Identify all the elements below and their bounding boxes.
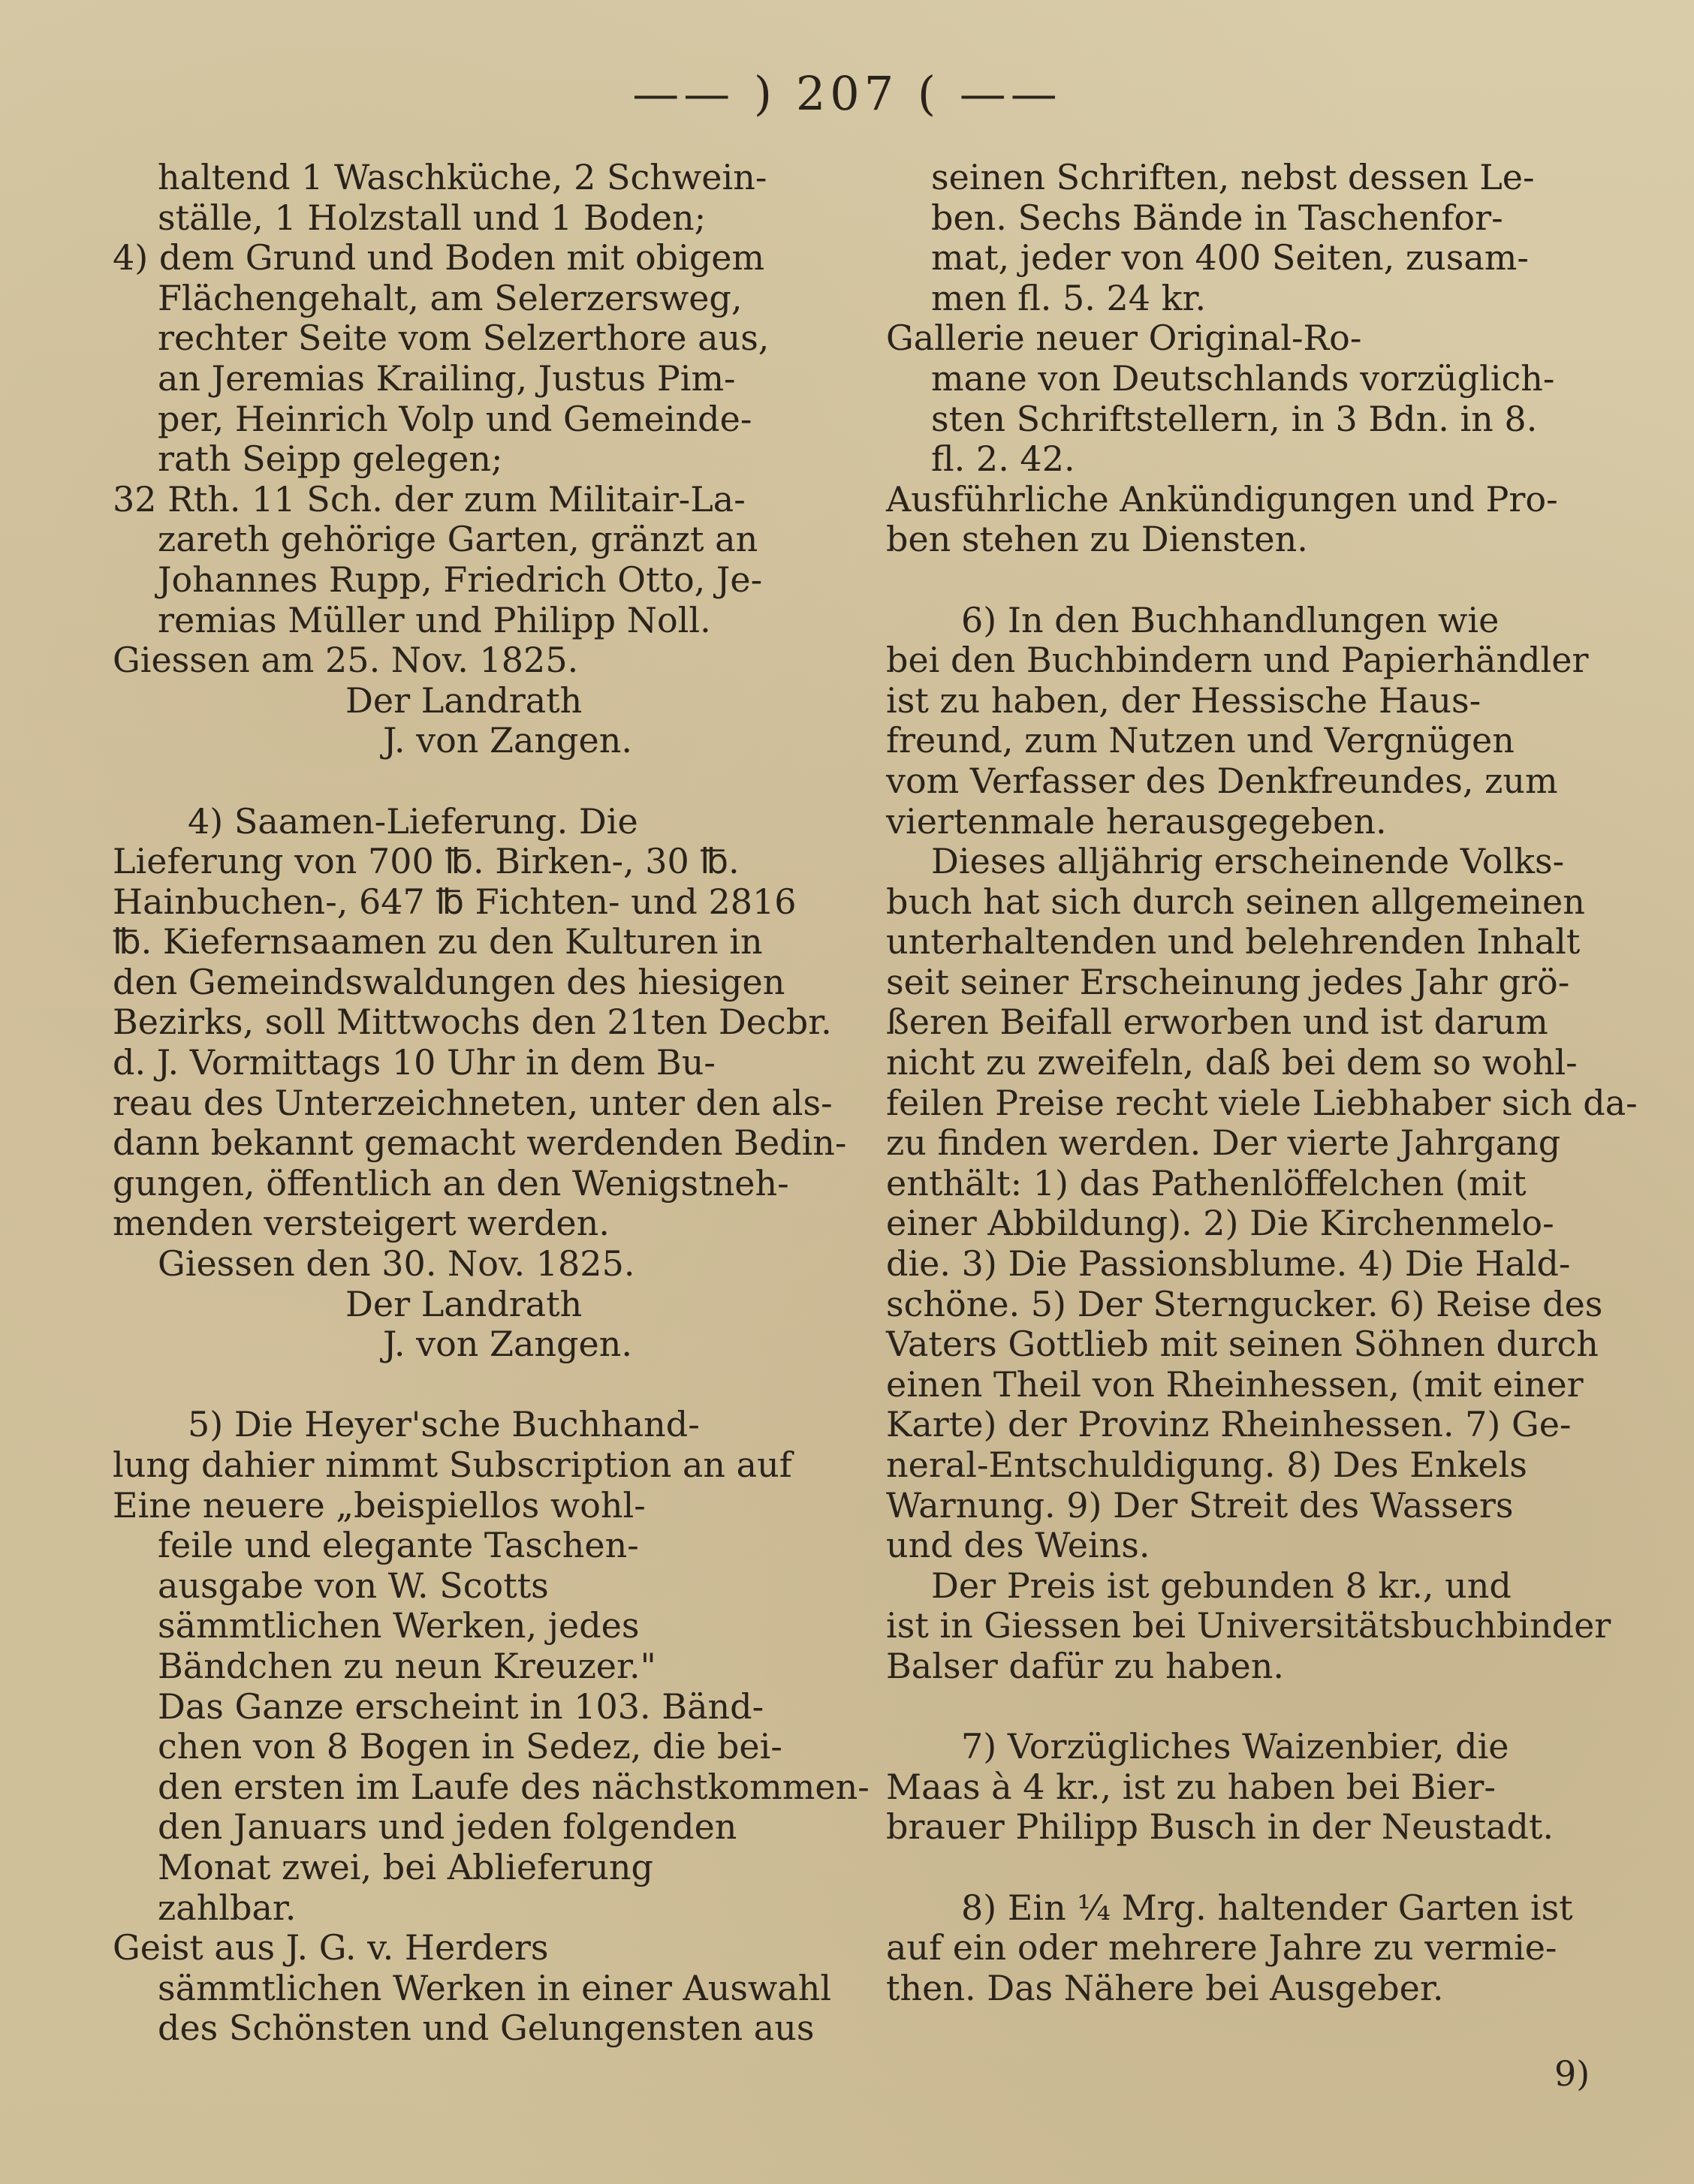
- text-line: menden versteigert werden.: [113, 1203, 610, 1244]
- text-line: d. J. Vormittags 10 Uhr in dem Bu-: [113, 1042, 716, 1083]
- text-line: die. 3) Die Passionsblume. 4) Die Hald-: [886, 1243, 1571, 1285]
- text-line: buch hat sich durch seinen allgemeinen: [886, 881, 1585, 922]
- text-line: 6) In den Buchhandlungen wie: [961, 599, 1500, 640]
- text-line: Monat zwei, bei Ablieferung: [158, 1846, 653, 1887]
- text-line: per, Heinrich Volp und Gemeinde-: [158, 398, 752, 439]
- text-line: schöne. 5) Der Sterngucker. 6) Reise des: [886, 1283, 1603, 1324]
- text-line: zu finden werden. Der vierte Jahrgang: [886, 1122, 1561, 1164]
- catchword: 9): [1554, 2053, 1590, 2094]
- text-line: men fl. 5. 24 kr.: [931, 277, 1207, 318]
- text-line: Der Preis ist gebunden 8 kr., und: [931, 1565, 1512, 1606]
- text-line: Giessen am 25. Nov. 1825.: [113, 640, 579, 681]
- text-line: Giessen den 30. Nov. 1825.: [158, 1243, 635, 1285]
- text-line: rath Seipp gelegen;: [158, 438, 503, 480]
- text-line: [886, 560, 1629, 601]
- text-line: Gallerie neuer Original-Ro-: [886, 318, 1362, 359]
- text-line: 4) Saamen-Lieferung. Die: [188, 800, 638, 842]
- text-line: then. Das Nähere bei Ausgeber.: [886, 1967, 1444, 2008]
- text-line: ausgabe von W. Scotts: [158, 1565, 549, 1606]
- text-line: J. von Zangen.: [383, 1324, 632, 1365]
- text-line: remias Müller und Philipp Noll.: [158, 599, 711, 640]
- text-line: [886, 1687, 1629, 1728]
- text-line: zareth gehörige Garten, gränzt an: [158, 519, 758, 560]
- text-line: Balser dafür zu haben.: [886, 1645, 1284, 1686]
- text-line: [886, 1848, 1629, 1888]
- text-line: Ausführliche Ankündigungen und Pro-: [886, 478, 1558, 520]
- text-line: mane von Deutschlands vorzüglich-: [931, 357, 1555, 399]
- text-line: dann bekannt gemacht werdenden Bedin-: [113, 1122, 847, 1164]
- text-line: [113, 1365, 856, 1405]
- text-line: Karte) der Provinz Rheinhessen. 7) Ge-: [886, 1404, 1572, 1445]
- text-line: Flächengehalt, am Selerzersweg,: [158, 277, 743, 318]
- text-line: Johannes Rupp, Friedrich Otto, Je-: [158, 559, 763, 600]
- text-line: freund, zum Nutzen und Vergnügen: [886, 720, 1515, 761]
- page-header: —— ) 207 ( ——: [632, 66, 1062, 121]
- text-line: sämmtlichen Werken in einer Auswahl: [158, 1967, 832, 2008]
- text-line: [113, 761, 856, 802]
- text-line: den Januars und jeden folgenden: [158, 1806, 737, 1848]
- text-line: Der Landrath: [345, 1283, 583, 1324]
- text-line: 7) Vorzügliches Waizenbier, die: [961, 1726, 1509, 1767]
- text-line: ben. Sechs Bände in Taschenfor-: [931, 197, 1503, 238]
- left-column: [113, 157, 870, 2049]
- text-line: unterhaltenden und belehrenden Inhalt: [886, 921, 1581, 962]
- text-line: ßeren Beifall erworben und ist darum: [886, 1002, 1548, 1043]
- text-line: neral-Entschuldigung. 8) Des Enkels: [886, 1444, 1527, 1485]
- text-line: Lieferung von 700 ℔. Birken-, 30 ℔.: [113, 841, 740, 882]
- text-line: 32 Rth. 11 Sch. der zum Militair-La-: [113, 478, 746, 520]
- text-line: Maas à 4 kr., ist zu haben bei Bier-: [886, 1766, 1496, 1807]
- text-line: 8) Ein ¼ Mrg. haltender Garten ist: [961, 1887, 1573, 1928]
- text-line: den Gemeindswaldungen des hiesigen: [113, 961, 785, 1002]
- text-line: Vaters Gottlieb mit seinen Söhnen durch: [886, 1324, 1599, 1365]
- text-line: Geist aus J. G. v. Herders: [113, 1927, 549, 1969]
- text-line: Bezirks, soll Mittwochs den 21ten Decbr.: [113, 1002, 832, 1043]
- text-line: feile und elegante Taschen-: [158, 1525, 639, 1566]
- text-line: den ersten im Laufe des nächstkommen-: [158, 1766, 870, 1807]
- text-line: auf ein oder mehrere Jahre zu vermie-: [886, 1927, 1557, 1969]
- text-line: Der Landrath: [345, 679, 583, 721]
- text-line: ben stehen zu Diensten.: [886, 519, 1308, 560]
- text-line: fl. 2. 42.: [931, 438, 1075, 480]
- text-line: viertenmale herausgegeben.: [886, 800, 1387, 842]
- text-line: vom Verfasser des Denkfreundes, zum: [886, 760, 1558, 801]
- text-line: Dieses alljährig erscheinende Volks-: [931, 841, 1565, 882]
- text-line: des Schönsten und Gelungensten aus: [158, 2008, 815, 2049]
- text-line: ställe, 1 Holzstall und 1 Boden;: [158, 197, 707, 238]
- text-line: einer Abbildung). 2) Die Kirchenmelo-: [886, 1203, 1554, 1244]
- text-line: 5) Die Heyer'sche Buchhand-: [188, 1404, 700, 1445]
- text-line: sämmtlichen Werken, jedes: [158, 1605, 640, 1646]
- text-line: Hainbuchen-, 647 ℔ Fichten- und 2816: [113, 881, 797, 922]
- text-line: lung dahier nimmt Subscription an auf: [113, 1444, 792, 1485]
- text-line: mat, jeder von 400 Seiten, zusam-: [931, 237, 1529, 279]
- text-line: bei den Buchbindern und Papierhändler: [886, 640, 1589, 681]
- right-column: [886, 157, 1638, 2008]
- text-line: brauer Philipp Busch in der Neustadt.: [886, 1806, 1554, 1848]
- text-line: J. von Zangen.: [383, 720, 632, 761]
- text-line: ist zu haben, der Hessische Haus-: [886, 679, 1481, 721]
- text-line: Eine neuere „beispiellos wohl-: [113, 1484, 646, 1526]
- text-line: an Jeremias Krailing, Justus Pim-: [158, 357, 736, 399]
- text-line: Bändchen zu neun Kreuzer.": [158, 1645, 656, 1686]
- text-line: reau des Unterzeichneten, unter den als-: [113, 1082, 833, 1123]
- text-line: und des Weins.: [886, 1525, 1150, 1566]
- text-line: 4) dem Grund und Boden mit obigem: [113, 237, 765, 279]
- text-line: rechter Seite vom Selzerthore aus,: [158, 318, 770, 359]
- text-line: enthält: 1) das Pathenlöffelchen (mit: [886, 1162, 1527, 1203]
- text-line: seit seiner Erscheinung jedes Jahr grö-: [886, 961, 1570, 1002]
- text-line: chen von 8 Bogen in Sedez, die bei-: [158, 1726, 782, 1767]
- text-line: zahlbar.: [158, 1887, 297, 1928]
- text-line: Das Ganze erscheint in 103. Bänd-: [158, 1685, 764, 1727]
- text-line: feilen Preise recht viele Liebhaber sich da-: [886, 1082, 1638, 1123]
- text-line: sten Schriftstellern, in 3 Bdn. in 8.: [931, 398, 1538, 439]
- text-line: einen Theil von Rheinhessen, (mit einer: [886, 1363, 1584, 1405]
- text-line: ist in Giessen bei Universitätsbuchbinder: [886, 1605, 1611, 1646]
- text-line: haltend 1 Waschküche, 2 Schwein-: [158, 157, 767, 197]
- text-line: Warnung. 9) Der Streit des Wassers: [886, 1484, 1514, 1526]
- text-line: nicht zu zweifeln, daß bei dem so wohl-: [886, 1042, 1578, 1083]
- text-line: ℔. Kiefernsaamen zu den Kulturen in: [113, 921, 763, 962]
- text-line: seinen Schriften, nebst dessen Le-: [931, 157, 1535, 197]
- text-line: gungen, öffentlich an den Wenigstneh-: [113, 1162, 789, 1203]
